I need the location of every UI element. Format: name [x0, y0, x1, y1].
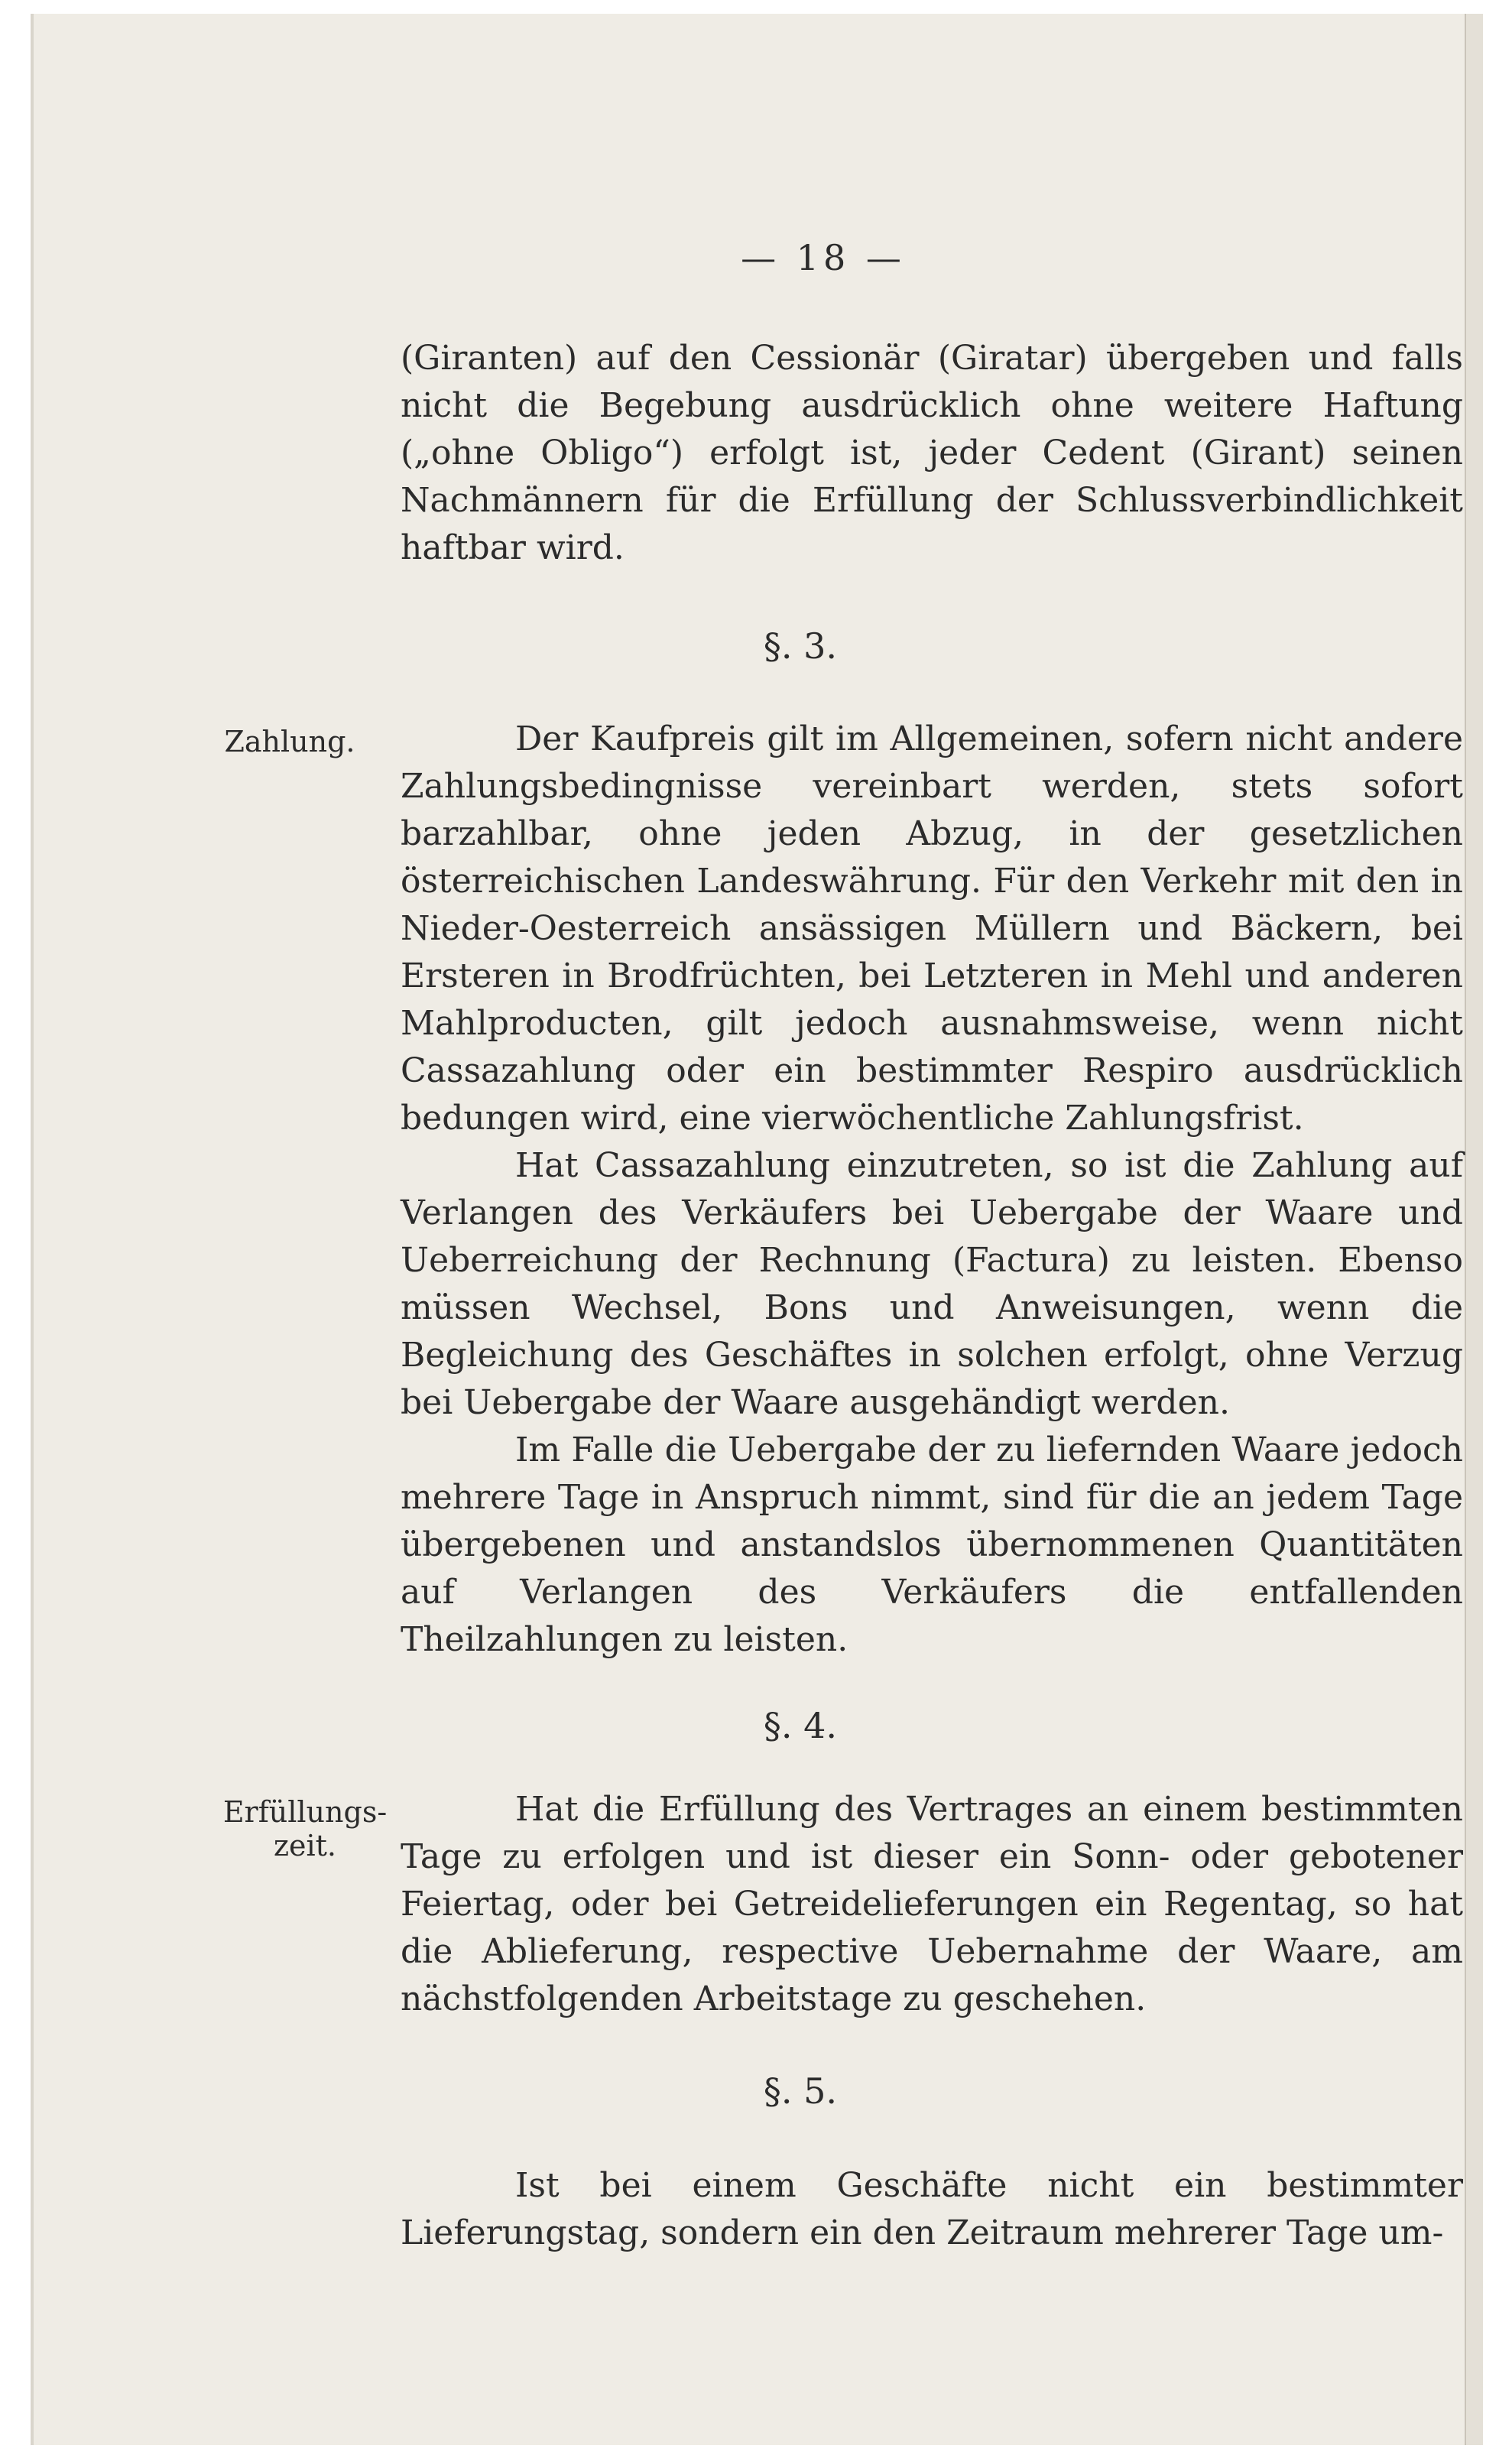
margin-note-erfuellungszeit	[209, 1795, 401, 1862]
section-5-heading: §. 5.	[763, 2070, 838, 2112]
section-5-paragraph: Ist bei einem Geschäfte nicht ein bestimmter Lieferungstag, sondern ein den Zeitraum mehrerer Tage um-	[401, 2166, 1463, 2252]
document-page	[31, 14, 1483, 2445]
section-3-heading: §. 3.	[763, 625, 838, 667]
intro-paragraph: (Giranten) auf den Cessionär (Giratar) übergeben und falls nicht die Begebung ausdrücklich ohne weitere Haftung („ohne Obligo“) erfolgt ist, jeder Cedent (Girant) seinen Nachmännern für die Erfüllung der Schlussverbindlichkeit haftbar wird.	[401, 339, 1463, 567]
section-4-body	[401, 1786, 1463, 2023]
page-number: — 18 —	[741, 237, 906, 278]
section-4-paragraph: Hat die Erfüllung des Vertrages an einem bestimmten Tage zu erfolgen und ist dieser ein Sonn- oder gebotener Feiertag, oder bei Getreidelieferungen ein Regentag, so hat die Ablieferung, respective Uebernahme der Waare, am nächstfolgenden Arbeitstage zu geschehen.	[401, 1790, 1463, 2018]
section-5-body	[401, 2162, 1463, 2257]
section-3-paragraph-1: Der Kaufpreis gilt im Allgemeinen, sofern nicht andere Zahlungsbedingnisse vereinbart werden, stets sofort barzahlbar, ohne jeden Abzug, in der gesetzlichen österreichischen Landeswährung. Für den Verkehr mit den in Nieder-Oesterreich ansässigen Müllern und Bäckern, bei Ersteren in Brodfrüchten, bei Letzteren in Mehl und anderen Mahlproducten, gilt jedoch ausnahmsweise, wenn nicht Cassazahlung oder ein bestimmter Respiro ausdrücklich bedungen wird, eine vierwöchentliche Zahlungsfrist.	[401, 719, 1463, 1138]
margin-note-line-2: zeit.	[273, 1829, 336, 1862]
section-3-body	[401, 716, 1463, 1664]
margin-note-zahlung: Zahlung.	[224, 725, 355, 758]
margin-note-line-1: Erfüllungs-	[222, 1795, 388, 1829]
section-4-heading: §. 4.	[763, 1705, 838, 1746]
intro-block	[401, 335, 1463, 572]
section-3-paragraph-3: Im Falle die Uebergabe der zu liefernden Waare jedoch mehrere Tage in Anspruch nimmt, sind für die an jedem Tage übergebenen und anstandslos übernommenen Quantitäten auf Verlangen des Verkäufers die entfallenden Theilzahlungen zu leisten.	[401, 1430, 1463, 1659]
section-3-paragraph-2: Hat Cassazahlung einzutreten, so ist die Zahlung auf Verlangen des Verkäufers bei Uebergabe der Waare und Ueberreichung der Rechnung (Factura) zu leisten. Ebenso müssen Wechsel, Bons und Anweisungen, wenn die Begleichung des Geschäftes in solchen erfolgt, ohne Verzug bei Uebergabe der Waare ausgehändigt werden.	[401, 1146, 1463, 1422]
